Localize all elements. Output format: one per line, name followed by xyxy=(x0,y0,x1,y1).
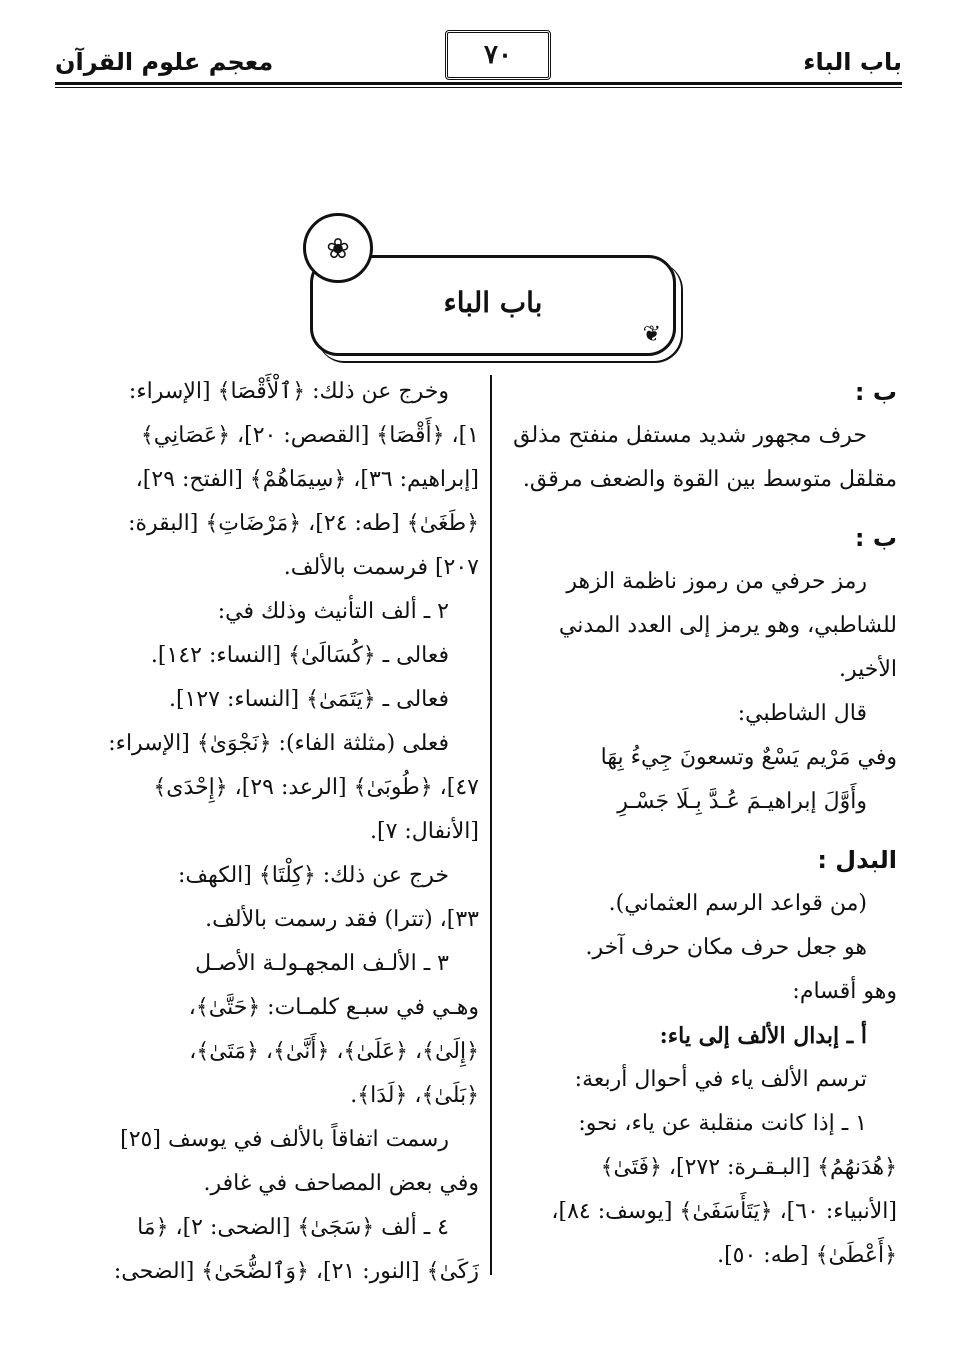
text-line: ٤ ـ ألف ﴿سَجَىٰ﴾ [الضحى: ٢]، ﴿مَا xyxy=(137,1215,449,1240)
running-head-chapter: باب الباء xyxy=(803,48,902,76)
paragraph-gap xyxy=(502,502,897,516)
text-line: هو جعل حرف مكان حرف آخر. xyxy=(585,935,867,960)
page-number: ٧٠ xyxy=(445,30,551,80)
column-divider xyxy=(490,375,492,1275)
header-rule xyxy=(55,82,902,85)
text-line: الأخير. xyxy=(838,657,897,682)
text-line: [الأنفال: ٧]. xyxy=(370,819,479,844)
text-line: ترسم الألف ياء في أحوال أربعة: xyxy=(574,1067,867,1092)
text-line: للشاطبي، وهو يرمز إلى العدد المدني xyxy=(558,613,897,638)
text-line: رمز حرفي من رموز ناظمة الزهر xyxy=(566,569,867,594)
text-line: ٣ ـ الألـف المجهـولـة الأصـل xyxy=(195,951,449,976)
text-line: ﴿بَلَىٰ﴾، ﴿لَدَا﴾. xyxy=(350,1083,479,1108)
text-line: فعالى ـ ﴿كُسَالَىٰ﴾ [النساء: ١٤٢]. xyxy=(150,643,449,668)
page-header xyxy=(55,30,902,90)
text-line: رسمت اتفاقاً بالألف في يوسف [٢٥] xyxy=(120,1127,449,1152)
text-line: ٢ ـ ألف التأنيث وذلك في: xyxy=(217,599,449,624)
text-line: خرج عن ذلك: ﴿كِلْتَا﴾ [الكهف: xyxy=(178,863,449,888)
text-line: فعالى ـ ﴿يَتَمَىٰ﴾ [النساء: ١٢٧]. xyxy=(168,687,449,712)
text-line: زَكَىٰ﴾ [النور: ٢١]، ﴿وَٱلضُّحَىٰ﴾ [الضحى: xyxy=(113,1259,479,1284)
running-head-book: معجم علوم القرآن xyxy=(55,48,274,76)
right-column xyxy=(502,370,897,1278)
text-line: وأَوَّلَ إبراهيـمَ عُـدَّ بِـلَا جَسْـرِ xyxy=(617,789,867,814)
chapter-title-box xyxy=(310,231,676,356)
floral-ornament-icon: ❦ xyxy=(642,322,661,347)
text-line: [الأنبياء: ٦٠]، ﴿يَتَأَسَفَىٰ﴾ [يوسف: ٨٤]، xyxy=(551,1199,897,1224)
text-line: وخرج عن ذلك: ﴿ٱلْأَقْصَا﴾ [الإسراء: xyxy=(128,379,449,404)
text-line: (من قواعد الرسم العثماني). xyxy=(608,891,867,916)
chapter-title: باب الباء xyxy=(443,286,543,319)
text-line: ١ ـ إذا كانت منقلبة عن ياء، نحو: xyxy=(578,1111,867,1136)
text-line: ٤٧]، ﴿طُوبَىٰ﴾ [الرعد: ٢٩]، ﴿إِحْدَى﴾ xyxy=(153,775,479,800)
text-line: فعلى (مثلثة الفاء): ﴿نَجْوَىٰ﴾ [الإسراء: xyxy=(108,731,449,756)
text-line: ﴿أَعْطَىٰ﴾ [طه: ٥٠]. xyxy=(717,1243,897,1268)
text-line: قال الشاطبي: xyxy=(737,701,867,726)
entry-term: البدل : xyxy=(817,846,897,874)
text-line: وفي بعض المصاحف في غافر. xyxy=(203,1171,479,1196)
text-line: ٣٣]، (تترا) فقد رسمت بالألف. xyxy=(205,907,479,932)
entry-term: ب : xyxy=(854,524,897,552)
text-line: ﴿طَغَىٰ﴾ [طه: ٢٤]، ﴿مَرْضَاتِ﴾ [البقرة: xyxy=(128,511,479,536)
text-line: وهو أقسام: xyxy=(792,979,897,1004)
text-line: وفي مَرْيم يَسْعٌ وتسعونَ جِيءُ بِهَا xyxy=(600,745,897,770)
left-column xyxy=(59,370,479,1294)
text-line: وهـي في سبـع كلمـات: ﴿حَتَّىٰ﴾، xyxy=(188,995,479,1020)
header-rule-thin xyxy=(55,87,902,88)
text-line: حرف مجهور شديد مستفل منفتح مذلق xyxy=(513,423,867,448)
calligraphy-medallion-icon: ❀ xyxy=(303,213,373,283)
text-line: [إبراهيم: ٣٦]، ﴿سِيمَاهُمْ﴾ [الفتح: ٢٩]، xyxy=(135,467,479,492)
paragraph-gap xyxy=(502,824,897,838)
text-line: ﴿هُدَنهُمُ﴾ [البـقـرة: ٢٧٢]، ﴿فَتَىٰ﴾ xyxy=(600,1155,897,1180)
entry-term: ب : xyxy=(854,378,897,406)
text-line: ١]، ﴿أَقْصَا﴾ [القصص: ٢٠]، ﴿عَصَانِي﴾ xyxy=(140,423,479,448)
subheading: أ ـ إبدال الألف إلى ياء: xyxy=(659,1023,867,1049)
text-line: ﴿إِلَىٰ﴾، ﴿عَلَىٰ﴾، ﴿أَنَّىٰ﴾، ﴿مَتَىٰ﴾، xyxy=(189,1039,479,1064)
text-line: مقلقل متوسط بين القوة والضعف مرقق. xyxy=(522,467,897,492)
text-line: ٢٠٧] فرسمت بالألف. xyxy=(283,555,479,580)
